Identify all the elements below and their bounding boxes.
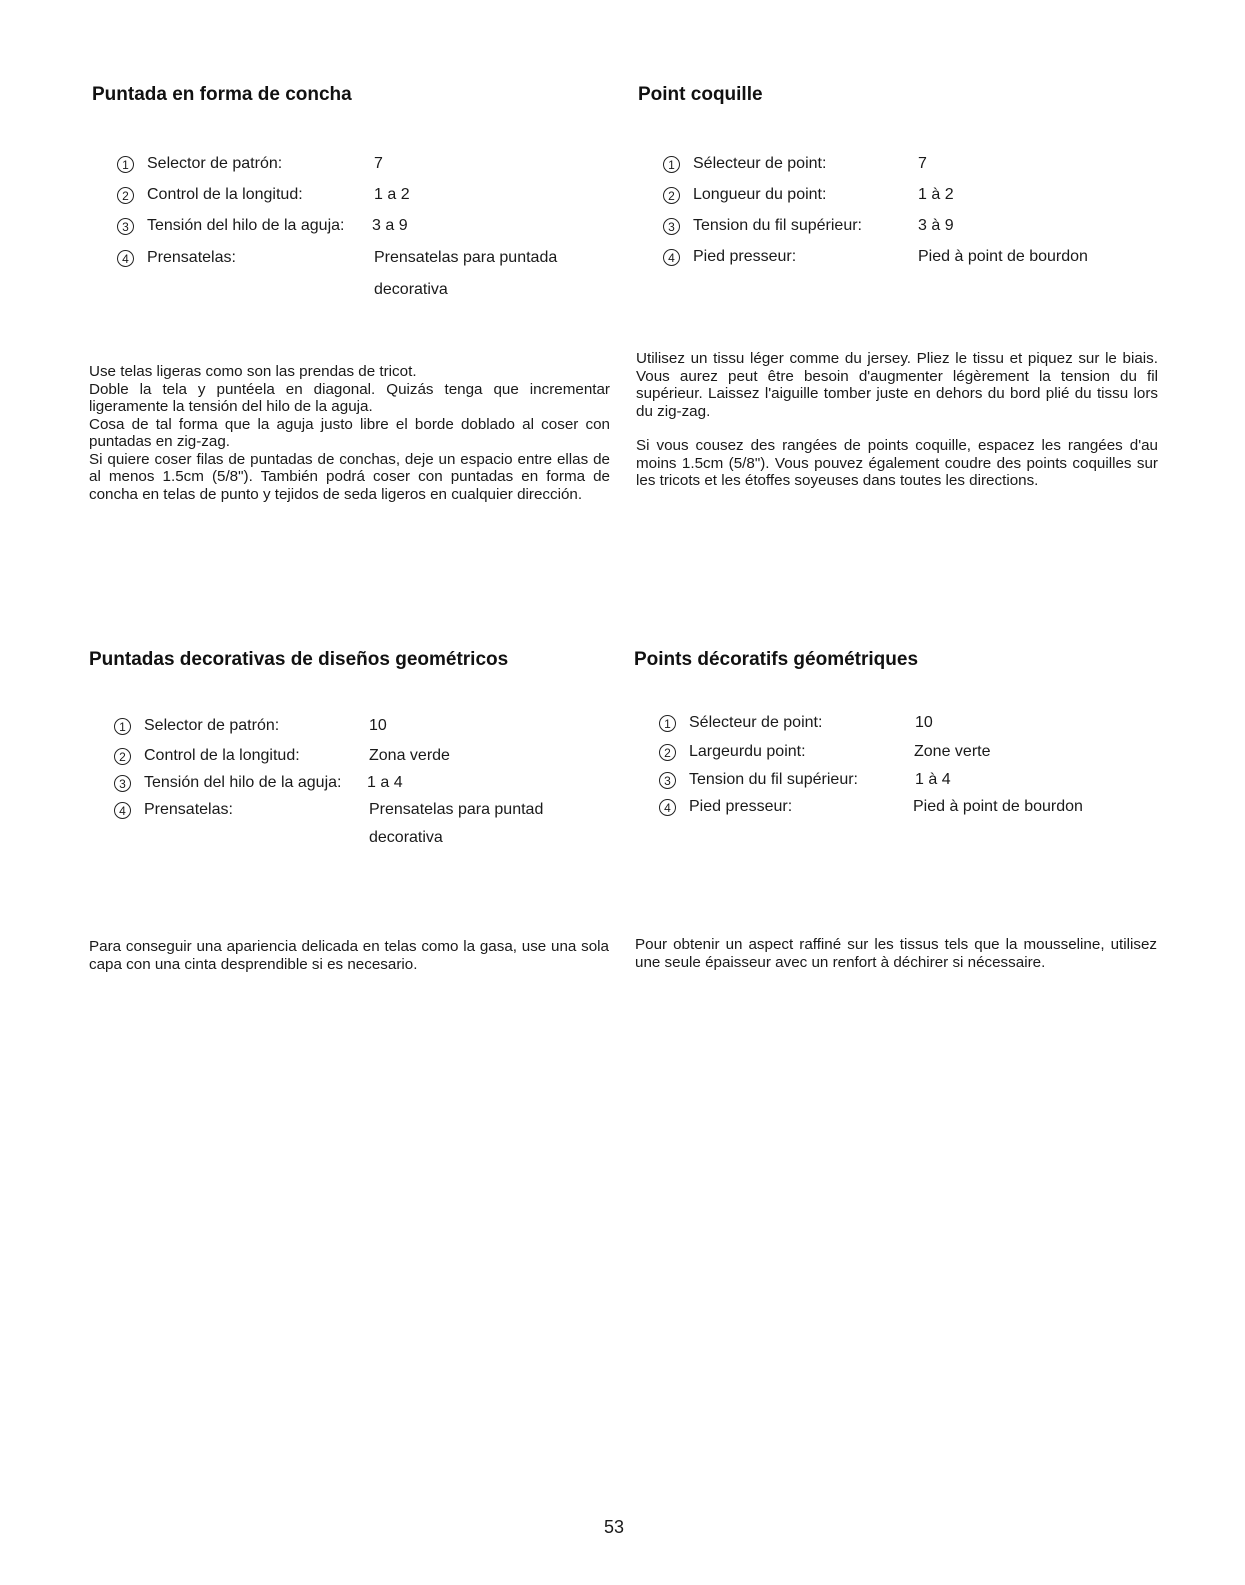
number-2-icon: 2 — [117, 187, 134, 204]
setting-label: Tension du fil supérieur: — [693, 217, 862, 234]
paragraph: Pour obtenir un aspect raffiné sur les tissus tels que la mousseline, utilisez une seule épaisseur avec un renfort à déchirer si nécessaire. — [635, 936, 1157, 971]
setting-value: 7 — [374, 155, 383, 172]
paragraph: Utilisez un tissu léger comme du jersey. Pliez le tissu et piquez sur le biais. Vous aurez peut être besoin d'augmenter légèrement la tension du fil supérieur. Laissez l'aiguille tomber juste en dehors du bord plié du tissu lors du zig-zag. — [636, 350, 1158, 420]
paragraph: Doble la tela y puntéela en diagonal. Quizás tenga que incrementar ligeramente la tensión del hilo de la aguja. — [89, 380, 610, 415]
section-geometric-stitch-fr — [634, 649, 918, 671]
number-3-icon: 3 — [659, 772, 676, 789]
number-3-icon: 3 — [117, 218, 134, 235]
paragraph: Para conseguir una apariencia delicada en telas como la gasa, use una sola capa con una cinta desprendible si es necesario. — [89, 938, 609, 973]
settings-list — [663, 155, 1143, 275]
section-shell-stitch-es — [92, 84, 352, 106]
number-3-icon: 3 — [114, 775, 131, 792]
number-2-icon: 2 — [659, 744, 676, 761]
paragraph: Si quiere coser filas de puntadas de conchas, deje un espacio entre ellas de al menos 1.5cm (5/8"). También podrá coser con puntadas en forma de concha en telas de punto y tejidos de seda ligeros en cualquier dirección. — [89, 450, 610, 503]
number-2-icon: 2 — [663, 187, 680, 204]
setting-value: 1 a 2 — [374, 186, 410, 203]
setting-label: Pied presseur: — [693, 248, 797, 265]
number-3-icon: 3 — [663, 218, 680, 235]
setting-label: Tension du fil supérieur: — [689, 771, 858, 788]
setting-label: Control de la longitud: — [147, 186, 303, 203]
setting-value: Zona verde — [369, 747, 450, 764]
number-1-icon: 1 — [117, 156, 134, 173]
number-2-icon: 2 — [114, 748, 131, 765]
setting-label: Tensión del hilo de la aguja: — [147, 217, 345, 234]
number-4-icon: 4 — [114, 802, 131, 819]
setting-value-continued: decorativa — [369, 829, 443, 846]
instructions-text — [636, 350, 1158, 490]
instructions-text — [89, 938, 609, 973]
page-number: 53 — [604, 1517, 625, 1537]
number-1-icon: 1 — [663, 156, 680, 173]
setting-value: Pied à point de bourdon — [918, 248, 1088, 265]
section-shell-stitch-fr — [638, 84, 763, 106]
instructions-text — [89, 363, 610, 503]
setting-value-continued: decorativa — [374, 281, 448, 298]
section-title: Puntadas decorativas de diseños geométricos — [89, 649, 509, 670]
setting-value: 1 à 2 — [918, 186, 954, 203]
setting-label: Prensatelas: — [144, 801, 233, 818]
setting-value: 1 a 4 — [367, 774, 403, 791]
setting-label: Largeurdu point: — [689, 743, 806, 760]
section-title: Point coquille — [638, 84, 763, 105]
setting-value: 1 à 4 — [915, 771, 951, 788]
setting-value: 10 — [915, 714, 933, 731]
settings-list — [114, 717, 594, 867]
setting-value: Pied à point de bourdon — [913, 798, 1083, 815]
section-geometric-stitch-es — [89, 649, 508, 671]
section-title: Points décoratifs géométriques — [634, 649, 919, 670]
setting-value: 3 a 9 — [372, 217, 408, 234]
setting-label: Selector de patrón: — [144, 717, 280, 734]
setting-label: Selector de patrón: — [147, 155, 283, 172]
settings-list — [659, 714, 1139, 834]
number-4-icon: 4 — [659, 799, 676, 816]
setting-label: Sélecteur de point: — [689, 714, 823, 731]
settings-list — [117, 155, 597, 305]
paragraph: Cosa de tal forma que la aguja justo libre el borde doblado al coser con puntadas en zig-zag. — [89, 415, 610, 450]
number-1-icon: 1 — [114, 718, 131, 735]
setting-label: Control de la longitud: — [144, 747, 300, 764]
number-4-icon: 4 — [117, 250, 134, 267]
setting-value: Zone verte — [914, 743, 991, 760]
setting-label: Tensión del hilo de la aguja: — [144, 774, 342, 791]
setting-label: Sélecteur de point: — [693, 155, 827, 172]
instructions-text — [635, 936, 1157, 971]
setting-value: 10 — [369, 717, 387, 734]
number-4-icon: 4 — [663, 249, 680, 266]
section-title: Puntada en forma de concha — [92, 84, 352, 105]
setting-value: 3 à 9 — [918, 217, 954, 234]
setting-label: Longueur du point: — [693, 186, 827, 203]
setting-value: Prensatelas para puntada — [374, 249, 558, 266]
setting-value: Prensatelas para puntad — [369, 801, 544, 818]
setting-label: Prensatelas: — [147, 249, 236, 266]
paragraph: Si vous cousez des rangées de points coquille, espacez les rangées d'au moins 1.5cm (5/8"). Vous pouvez également coudre des points coquilles sur les tricots et les étoffes soyeuses dans toutes les directions. — [636, 437, 1158, 489]
setting-value: 7 — [918, 155, 927, 172]
paragraph: Use telas ligeras como son las prendas de tricot. — [89, 363, 417, 380]
number-1-icon: 1 — [659, 715, 676, 732]
setting-label: Pied presseur: — [689, 798, 793, 815]
